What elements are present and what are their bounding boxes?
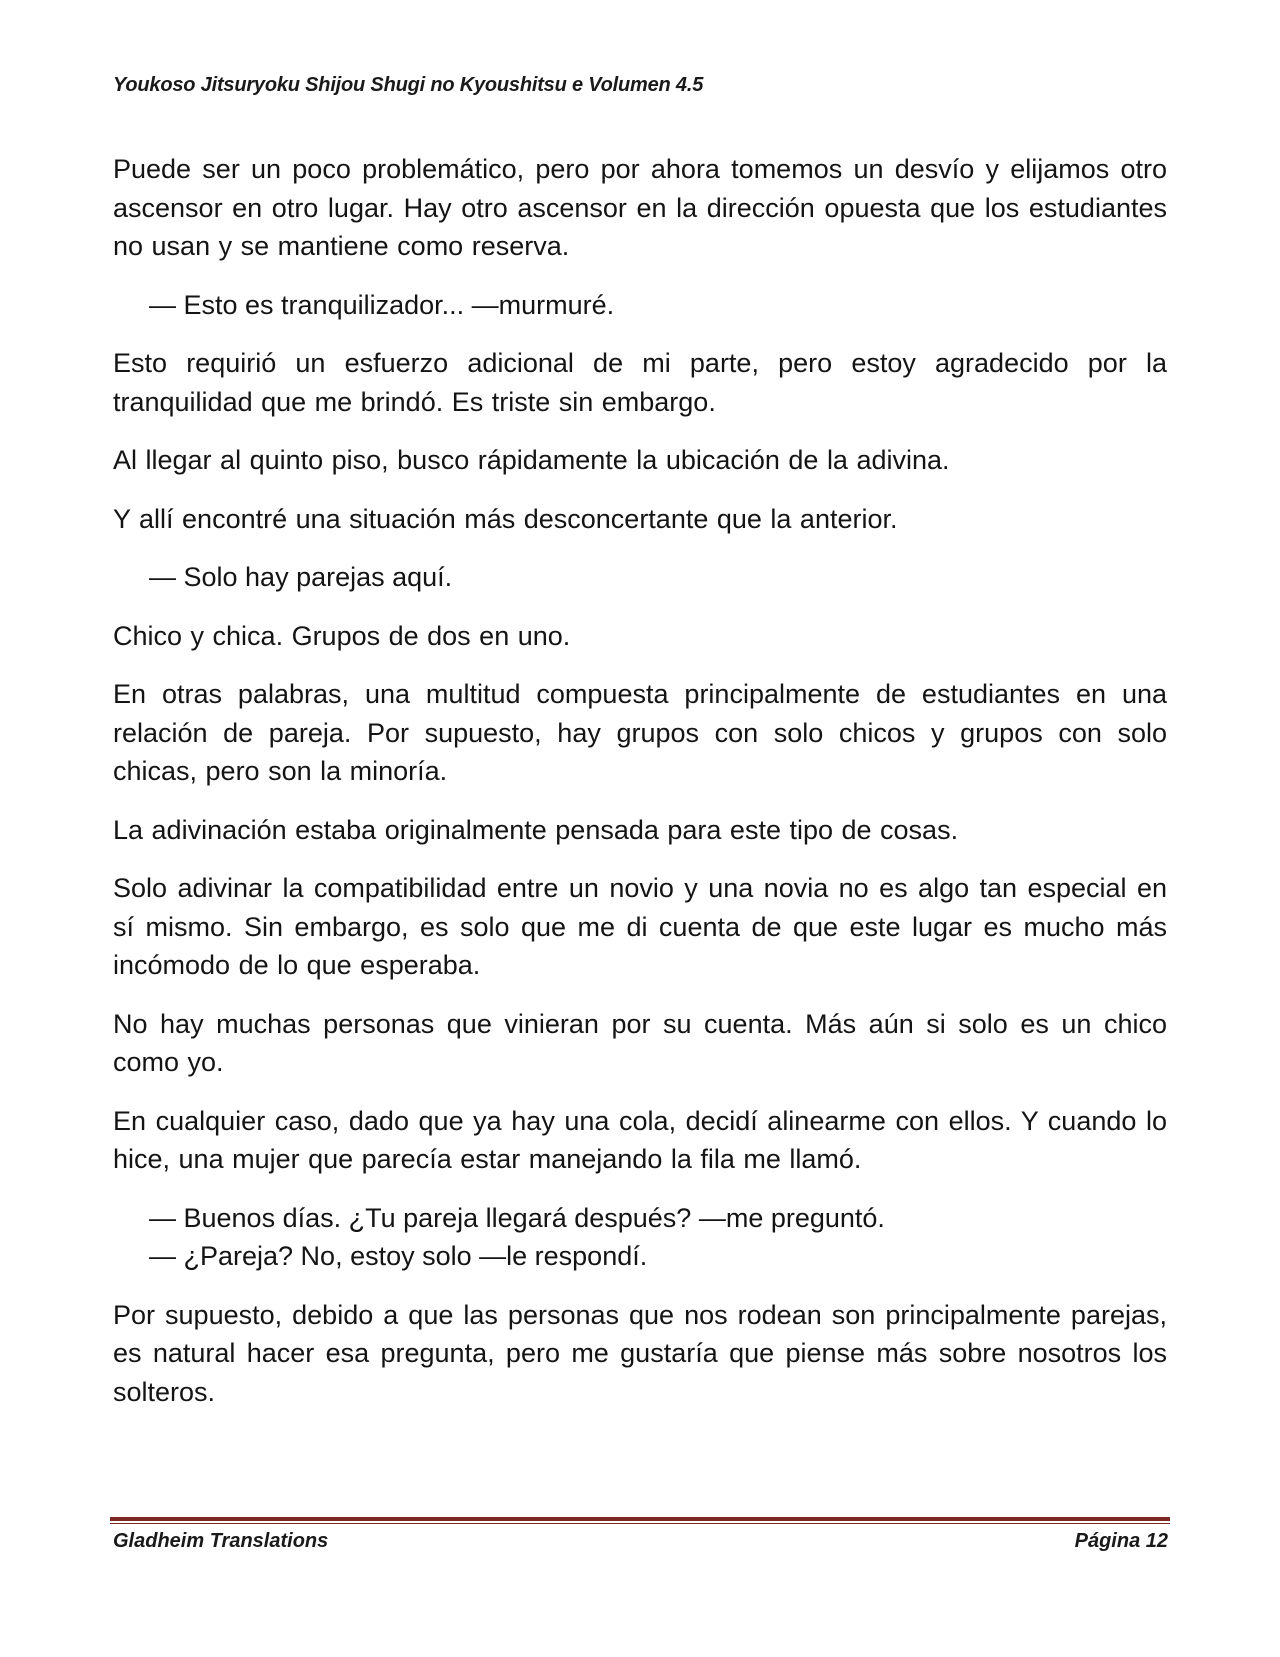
- paragraph-3: Al llegar al quinto piso, busco rápidamente la ubicación de la adivina.: [113, 445, 950, 475]
- paragraph-9: No hay muchas personas que vinieran por su cuenta. Más aún si solo es un chico como yo.: [113, 1008, 1167, 1077]
- paragraph-7: La adivinación estaba originalmente pensada para este tipo de cosas.: [113, 814, 959, 845]
- footer-publisher: Gladheim Translations: [113, 1530, 329, 1552]
- paragraph-11: Por supuesto, debido a que las personas que nos rodean son principalmente parejas, es natural hacer esa pregunta, pero me gustaría que piense más sobre nosotros los solteros.: [113, 1299, 1167, 1407]
- footer-rule-thin: [110, 1523, 1170, 1524]
- footer-rule-thick: [110, 1517, 1170, 1521]
- paragraph-10: En cualquier caso, dado que ya hay una cola, decidí alinearme con ellos. Y cuando lo hice, una mujer que parecía estar manejando la fila me llamó.: [113, 1105, 1167, 1174]
- paragraph-4: Y allí encontré una situación más desconcertante que la anterior.: [113, 503, 898, 534]
- dialogue-2: — Solo hay parejas aquí.: [149, 562, 453, 592]
- dialogue-group: [113, 1199, 1167, 1276]
- paragraph-5: Chico y chica. Grupos de dos en uno.: [113, 620, 571, 651]
- dialogue-3: — Buenos días. ¿Tu pareja llegará después? —me preguntó.: [149, 1202, 885, 1233]
- dialogue-1: — Esto es tranquilizador... —murmuré.: [149, 289, 615, 320]
- document-body: [113, 150, 1167, 1431]
- paragraph-2: Esto requirió un esfuerzo adicional de mi parte, pero estoy agradecido por la tranquilidad que me brindó. Es triste sin embargo.: [113, 348, 1167, 417]
- footer-page-number: Página 12: [1074, 1530, 1168, 1552]
- page-header-title: Youkoso Jitsuryoku Shijou Shugi no Kyoushitsu e Volumen 4.5: [113, 74, 704, 96]
- dialogue-4: — ¿Pareja? No, estoy solo —le respondí.: [149, 1241, 648, 1271]
- paragraph-8: Solo adivinar la compatibilidad entre un novio y una novia no es algo tan especial en sí mismo. Sin embargo, es solo que me di cuenta de que este lugar es mucho más incómodo de lo que esperaba.: [113, 873, 1167, 980]
- paragraph-1: Puede ser un poco problemático, pero por ahora tomemos un desvío y elijamos otro ascensor en otro lugar. Hay otro ascensor en la dirección opuesta que los estudiantes no usan y se mantiene como reserva.: [113, 154, 1167, 261]
- paragraph-6: En otras palabras, una multitud compuesta principalmente de estudiantes en una relación de pareja. Por supuesto, hay grupos con solo chicos y grupos con solo chicas, pero son la minoría.: [113, 679, 1167, 786]
- footer-rule: [110, 1517, 1170, 1524]
